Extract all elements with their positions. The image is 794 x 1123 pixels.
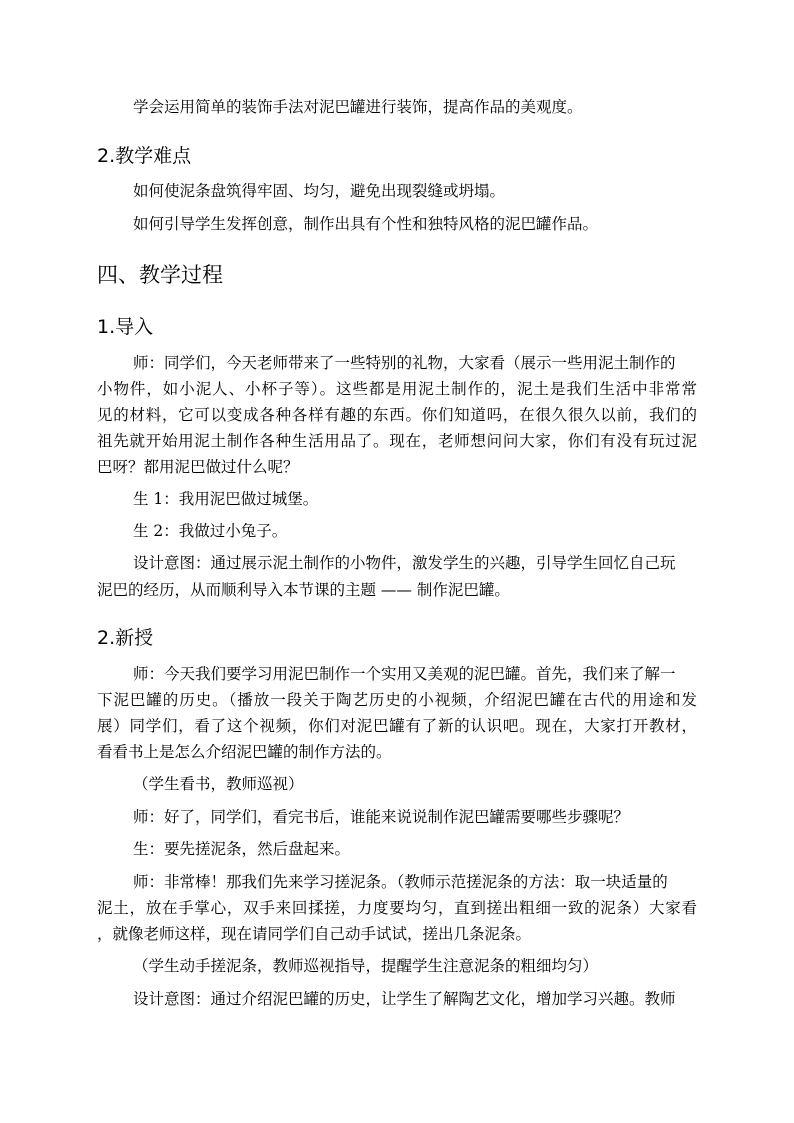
teacher-speech-2-line-4: 看看书上是怎么介绍泥巴罐的制作方法的。	[97, 743, 392, 761]
teacher-speech-1-line-5: 巴呀？都用泥巴做过什么呢？	[97, 458, 299, 476]
heading-new-lesson: 2.新授	[97, 627, 154, 649]
teacher-speech-2-line-1: 师：今天我们要学习用泥巴制作一个实用又美观的泥巴罐。首先，我们来了解一	[133, 665, 676, 683]
heading-teaching-process: 四、教学过程	[97, 263, 223, 287]
teacher-question: 师：好了，同学们，看完书后，谁能来说说制作泥巴罐需要哪些步骤呢？	[133, 808, 630, 826]
teacher-speech-4-line-2: 泥土，放在手掌心，双手来回揉搓，力度要均匀，直到搓出粗细一致的泥条）大家看	[97, 899, 697, 917]
teacher-speech-2-line-2: 下泥巴罐的历史。（播放一段关于陶艺历史的小视频，介绍泥巴罐在古代的用途和发	[97, 691, 697, 709]
student-answer-1: 生 1：我用泥巴做过城堡。	[133, 490, 319, 508]
difficulty-item-1: 如何使泥条盘筑得牢固、均匀，避免出现裂缝或坍塌。	[133, 182, 506, 200]
teacher-speech-1-line-1: 师：同学们，今天老师带来了一些特别的礼物，大家看（展示一些用泥土制作的	[133, 354, 676, 372]
heading-introduction: 1.导入	[97, 316, 154, 338]
teacher-speech-4-line-1: 师：非常棒！那我们先来学习搓泥条。（教师示范搓泥条的方法：取一块适量的	[133, 873, 668, 891]
student-answer-3: 生：要先搓泥条，然后盘起来。	[133, 840, 351, 858]
stage-note-1: （学生看书，教师巡视）	[133, 775, 304, 793]
intro-paragraph: 学会运用简单的装饰手法对泥巴罐进行装饰，提高作品的美观度。	[133, 98, 583, 116]
teacher-speech-1-line-4: 祖先就开始用泥土制作各种生活用品了。现在，老师想问问大家，你们有没有玩过泥	[97, 432, 697, 450]
stage-note-2: （学生动手搓泥条，教师巡视指导，提醒学生注意泥条的粗细均匀）	[133, 957, 599, 975]
design-intent-1-line-1: 设计意图：通过展示泥土制作的小物件，激发学生的兴趣，引导学生回忆自己玩	[133, 554, 676, 572]
design-intent-2-line-1: 设计意图：通过介绍泥巴罐的历史，让学生了解陶艺文化，增加学习兴趣。教师	[133, 990, 676, 1008]
student-answer-2: 生 2：我做过小兔子。	[133, 522, 288, 540]
teacher-speech-1-line-2: 小物件，如小泥人、小杯子等）。这些都是用泥土制作的，泥土是我们生活中非常常	[97, 380, 697, 398]
difficulty-item-2: 如何引导学生发挥创意，制作出具有个性和独特风格的泥巴罐作品。	[133, 215, 599, 233]
teacher-speech-2-line-3: 展）同学们，看了这个视频，你们对泥巴罐有了新的认识吧。现在，大家打开教材，	[97, 717, 697, 735]
teacher-speech-4-line-3: ，就像老师这样，现在请同学们自己动手试试，搓出几条泥条。	[97, 925, 532, 943]
design-intent-1-line-2: 泥巴的经历，从而顺利导入本节课的主题 —— 制作泥巴罐。	[97, 581, 510, 599]
heading-teaching-difficulty: 2.教学难点	[97, 145, 192, 167]
teacher-speech-1-line-3: 见的材料，它可以变成各种各样有趣的东西。你们知道吗，在很久很久以前，我们的	[97, 406, 697, 424]
